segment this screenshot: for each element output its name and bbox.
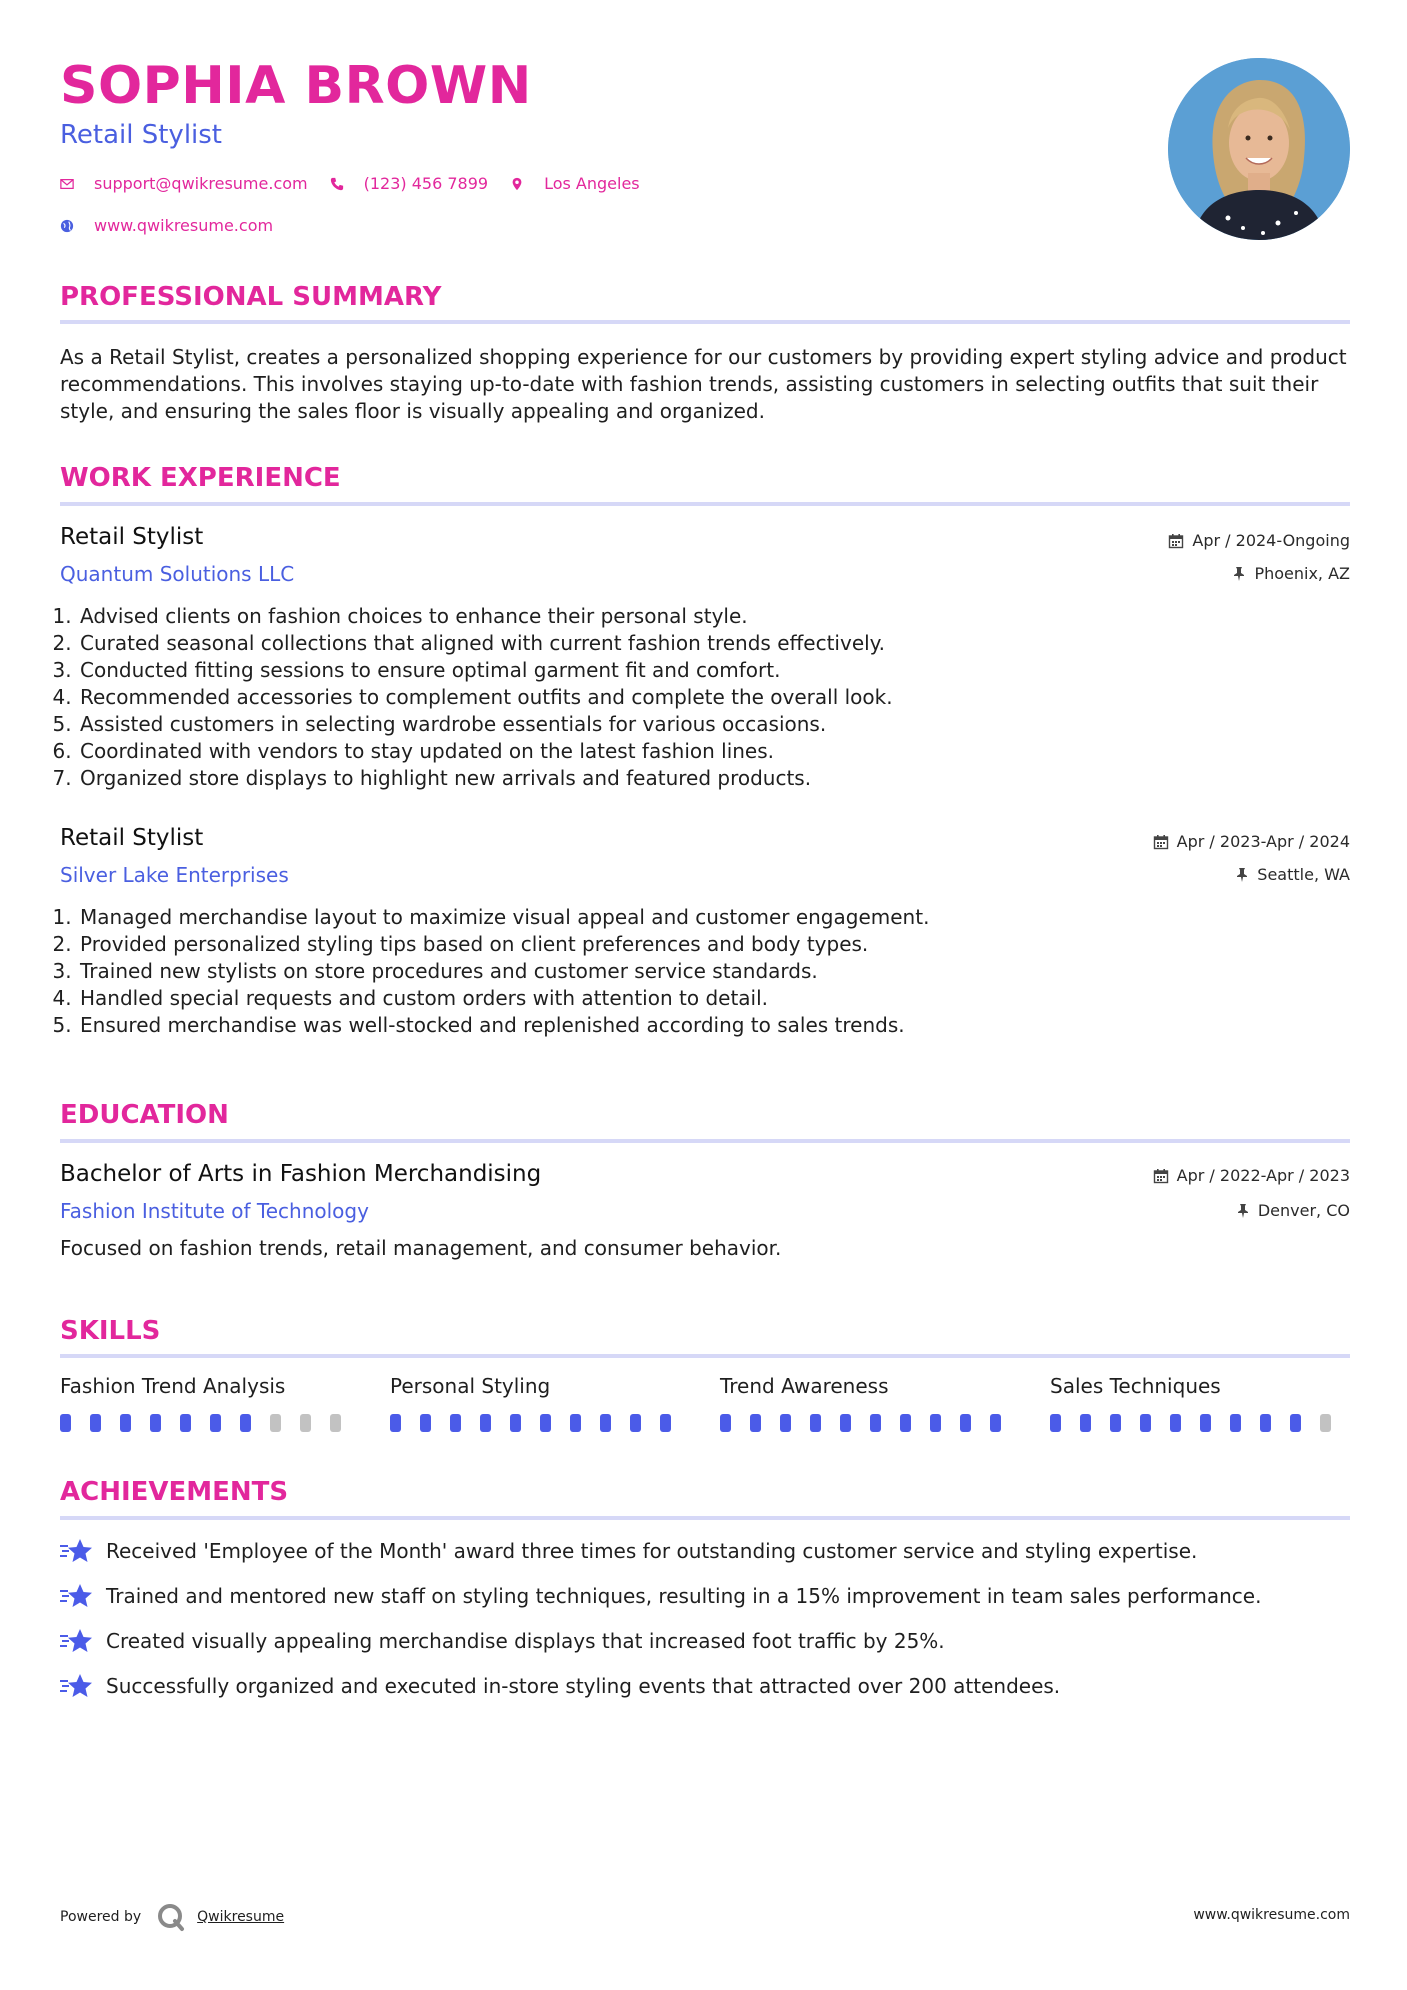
skill-item: [1050, 1374, 1350, 1432]
rating-dot-filled: [60, 1414, 71, 1432]
achievement-item: [60, 1582, 1261, 1610]
job-bullets: [60, 603, 893, 792]
summary-text: As a Retail Stylist, creates a personalized shopping experience for our customers by providing expert styling advice and product recommendations. This involves staying up-to-date with fashion trends, assisting customers in selecting outfits that suit their style, and ensuring the sales floor is visually appealing and organized.: [60, 345, 1347, 423]
rating-dot-filled: [1230, 1414, 1241, 1432]
skill-rating: [720, 1414, 1020, 1432]
achievement-item: [60, 1672, 1060, 1700]
job-title: Retail Stylist: [60, 524, 204, 550]
skill-item: [720, 1374, 1020, 1432]
star-icon: [60, 1537, 94, 1565]
envelope-icon: [60, 177, 74, 191]
rating-dot-filled: [990, 1414, 1001, 1432]
list-item: 6. Coordinated with vendors to stay updated on the latest fashion lines.: [78, 738, 893, 765]
skill-rating: [390, 1414, 690, 1432]
list-item: 1. Advised clients on fashion choices to enhance their personal style.: [78, 603, 893, 630]
skill-rating: [60, 1414, 360, 1432]
rating-dot-filled: [1200, 1414, 1211, 1432]
rating-dot-empty: [270, 1414, 281, 1432]
contact-phone[interactable]: [330, 174, 488, 193]
rating-dot-filled: [930, 1414, 941, 1432]
list-item: 1. Managed merchandise layout to maximize visual appeal and customer engagement.: [78, 904, 929, 931]
job-location: [1232, 564, 1350, 583]
rating-dot-filled: [1080, 1414, 1091, 1432]
pushpin-icon: [1235, 867, 1249, 883]
resume-page: [60, 0, 1350, 1990]
list-item: 3. Trained new stylists on store procedures and customer service standards.: [78, 958, 929, 985]
brand-link[interactable]: Qwikresume: [197, 1909, 285, 1925]
skill-label: Personal Styling: [390, 1374, 551, 1398]
job-dates: [1168, 531, 1350, 550]
rating-dot-filled: [1260, 1414, 1271, 1432]
rating-dot-filled: [450, 1414, 461, 1432]
job-location: [1235, 865, 1350, 884]
rating-dot-filled: [660, 1414, 671, 1432]
rating-dot-filled: [540, 1414, 551, 1432]
footer-url[interactable]: www.qwikresume.com: [1193, 1907, 1350, 1923]
skills-heading: SKILLS: [60, 1316, 161, 1346]
achievement-text: Created visually appealing merchandise displays that increased foot traffic by 25%.: [106, 1629, 945, 1653]
rating-dot-filled: [1290, 1414, 1301, 1432]
rating-dot-filled: [120, 1414, 131, 1432]
contact-row-website: [60, 216, 295, 235]
school-name: Fashion Institute of Technology: [60, 1199, 369, 1223]
achievements-heading: ACHIEVEMENTS: [60, 1477, 289, 1507]
location-text: Phoenix, AZ: [1254, 564, 1350, 583]
achievement-text: Successfully organized and executed in-store styling events that attracted over 200 attendees.: [106, 1674, 1061, 1698]
list-item: 2. Provided personalized styling tips based on client preferences and body types.: [78, 931, 929, 958]
rating-dot-filled: [810, 1414, 821, 1432]
rating-dot-filled: [390, 1414, 401, 1432]
star-icon: [60, 1582, 94, 1610]
section-divider: [60, 1354, 1350, 1358]
job-company: Quantum Solutions LLC: [60, 562, 295, 586]
phone-icon: [330, 177, 344, 191]
rating-dot-filled: [240, 1414, 251, 1432]
qwikresume-logo-icon: [155, 1902, 187, 1932]
rating-dot-filled: [720, 1414, 731, 1432]
star-icon: [60, 1672, 94, 1700]
contact-website[interactable]: [60, 216, 273, 235]
section-divider: [60, 1139, 1350, 1143]
job-company: Silver Lake Enterprises: [60, 863, 289, 887]
calendar-icon: [1153, 1168, 1169, 1184]
skill-rating: [1050, 1414, 1350, 1432]
education-description: Focused on fashion trends, retail management, and consumer behavior.: [60, 1236, 782, 1260]
degree-title: Bachelor of Arts in Fashion Merchandising: [60, 1161, 542, 1187]
list-item: 5. Assisted customers in selecting wardrobe essentials for various occasions.: [78, 711, 893, 738]
map-pin-icon: [510, 177, 524, 191]
skill-label: Fashion Trend Analysis: [60, 1374, 286, 1398]
rating-dot-filled: [900, 1414, 911, 1432]
rating-dot-filled: [570, 1414, 581, 1432]
list-item: 5. Ensured merchandise was well-stocked and replenished according to sales trends.: [78, 1012, 929, 1039]
email-text: support@qwikresume.com: [94, 174, 308, 193]
avatar-illustration: [1168, 58, 1350, 240]
rating-dot-filled: [1110, 1414, 1121, 1432]
contact-row: [60, 174, 662, 193]
skill-item: [60, 1374, 360, 1432]
footer-powered-by: [60, 1902, 284, 1932]
education-dates: [1153, 1166, 1350, 1185]
rating-dot-empty: [330, 1414, 341, 1432]
pushpin-icon: [1236, 1203, 1250, 1219]
rating-dot-filled: [420, 1414, 431, 1432]
list-item: 4. Recommended accessories to complement outfits and complete the overall look.: [78, 684, 893, 711]
list-item: 4. Handled special requests and custom orders with attention to detail.: [78, 985, 929, 1012]
achievement-item: [60, 1537, 1197, 1565]
rating-dot-filled: [150, 1414, 161, 1432]
rating-dot-filled: [750, 1414, 761, 1432]
section-divider: [60, 320, 1350, 324]
list-item: 7. Organized store displays to highlight new arrivals and featured products.: [78, 765, 893, 792]
rating-dot-filled: [630, 1414, 641, 1432]
rating-dot-empty: [1320, 1414, 1331, 1432]
rating-dot-filled: [840, 1414, 851, 1432]
rating-dot-filled: [480, 1414, 491, 1432]
candidate-role: Retail Stylist: [60, 120, 223, 150]
calendar-icon: [1168, 533, 1184, 549]
list-item: 3. Conducted fitting sessions to ensure optimal garment fit and comfort.: [78, 657, 893, 684]
job-dates: [1153, 832, 1350, 851]
skill-label: Trend Awareness: [720, 1374, 889, 1398]
powered-by-text: Powered by: [60, 1909, 142, 1925]
pushpin-icon: [1232, 566, 1246, 582]
dates-text: Apr / 2022-Apr / 2023: [1176, 1166, 1350, 1185]
experience-heading: WORK EXPERIENCE: [60, 463, 341, 493]
summary-heading: PROFESSIONAL SUMMARY: [60, 282, 442, 312]
rating-dot-filled: [90, 1414, 101, 1432]
achievement-item: [60, 1627, 945, 1655]
dates-text: Apr / 2024-Ongoing: [1192, 531, 1350, 550]
education-heading: EDUCATION: [60, 1100, 229, 1130]
candidate-name: SOPHIA BROWN: [60, 56, 532, 116]
dates-text: Apr / 2023-Apr / 2024: [1176, 832, 1350, 851]
rating-dot-filled: [780, 1414, 791, 1432]
phone-text: (123) 456 7899: [363, 174, 489, 193]
list-item: 2. Curated seasonal collections that aligned with current fashion trends effectively.: [78, 630, 893, 657]
section-divider: [60, 1516, 1350, 1520]
rating-dot-filled: [180, 1414, 191, 1432]
section-divider: [60, 502, 1350, 506]
website-text: www.qwikresume.com: [94, 216, 274, 235]
globe-icon: [60, 219, 74, 233]
skill-item: [390, 1374, 690, 1432]
location-text: Denver, CO: [1257, 1201, 1350, 1220]
rating-dot-filled: [210, 1414, 221, 1432]
rating-dot-filled: [600, 1414, 611, 1432]
contact-email[interactable]: [60, 174, 308, 193]
achievement-text: Received 'Employee of the Month' award three times for outstanding customer service and styling expertise.: [106, 1539, 1198, 1563]
rating-dot-filled: [1050, 1414, 1061, 1432]
job-bullets: [60, 904, 929, 1039]
location-text: Los Angeles: [544, 174, 640, 193]
calendar-icon: [1153, 834, 1169, 850]
rating-dot-filled: [1140, 1414, 1151, 1432]
rating-dot-filled: [510, 1414, 521, 1432]
achievement-text: Trained and mentored new staff on styling techniques, resulting in a 15% improvement in team sales performance.: [106, 1584, 1262, 1608]
rating-dot-empty: [300, 1414, 311, 1432]
contact-location: [510, 174, 640, 193]
profile-photo: [1168, 58, 1350, 240]
job-title: Retail Stylist: [60, 825, 204, 851]
rating-dot-filled: [1170, 1414, 1181, 1432]
rating-dot-filled: [960, 1414, 971, 1432]
star-icon: [60, 1627, 94, 1655]
rating-dot-filled: [870, 1414, 881, 1432]
education-location: [1236, 1201, 1350, 1220]
location-text: Seattle, WA: [1257, 865, 1350, 884]
skill-label: Sales Techniques: [1050, 1374, 1221, 1398]
